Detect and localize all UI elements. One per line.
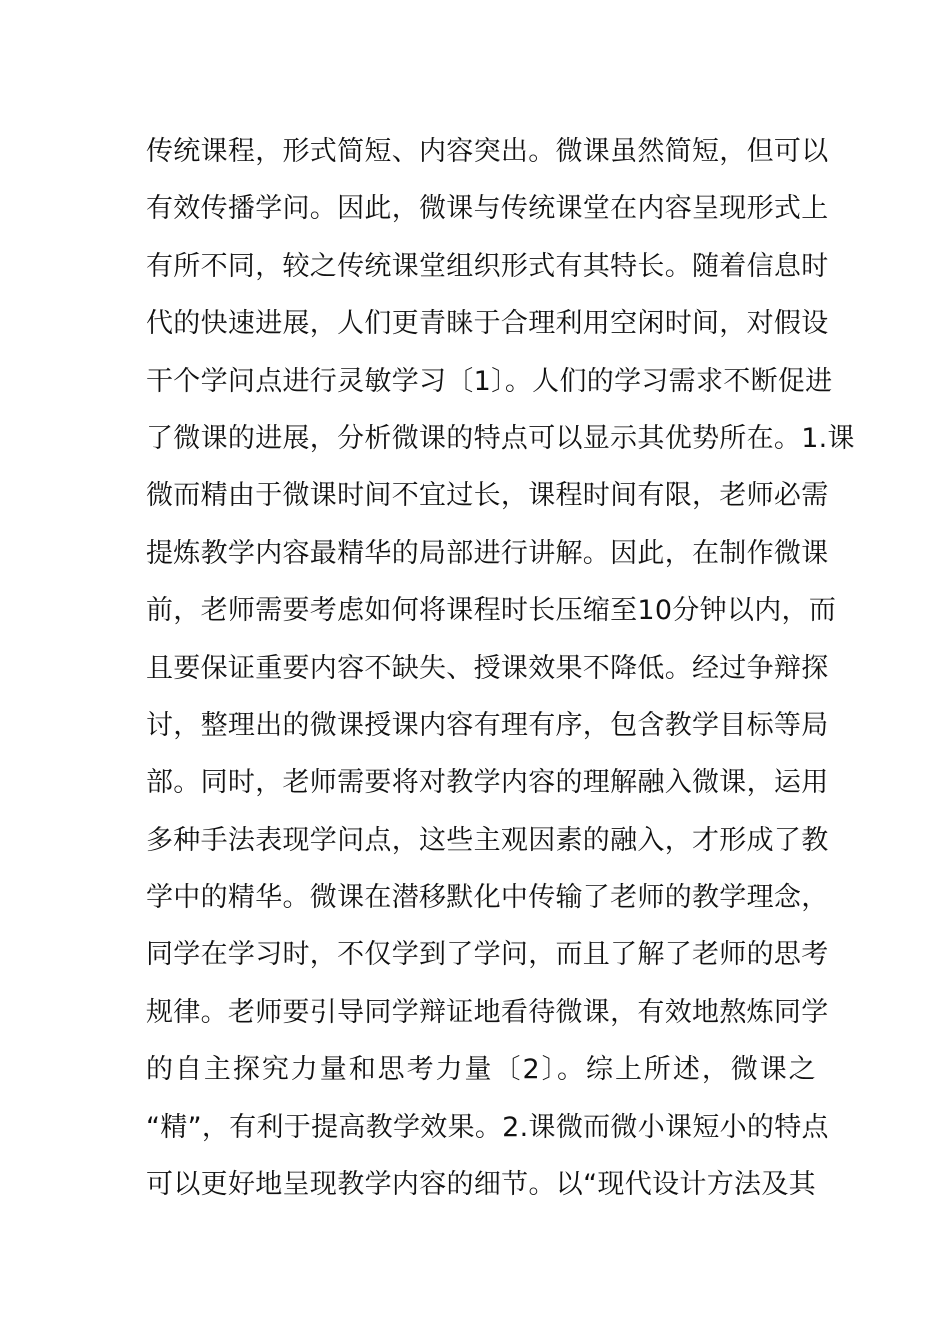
- text-line: 且要保证重要内容不缺失、授课效果不降低。经过争辩探: [146, 652, 829, 684]
- body-text: [146, 130, 855, 1220]
- text-line: 微而精由于微课时间不宜过长，课程时间有限，老师必需: [146, 480, 829, 512]
- text-line: 讨，整理出的微课授课内容有理有序，包含教学目标等局: [146, 709, 829, 741]
- text-line: 提炼教学内容最精华的局部进行讲解。因此，在制作微课: [146, 537, 829, 569]
- text-line: 可以更好地呈现教学内容的细节。以“现代设计方法及其: [146, 1169, 816, 1201]
- text-line: 学中的精华。微课在潜移默化中传输了老师的教学理念，: [146, 882, 829, 914]
- text-line: 有效传播学问。因此，微课与传统课堂在内容呈现形式上: [146, 193, 829, 225]
- text-line: “精”，有利于提高教学效果。2.课微而微小课短小的特点: [146, 1111, 829, 1143]
- text-line: 多种手法表现学问点，这些主观因素的融入，才形成了教: [146, 824, 829, 856]
- text-line: 传统课程，形式简短、内容突出。微课虽然简短，但可以: [146, 136, 829, 167]
- text-line: 代的快速进展，人们更青睐于合理利用空闲时间，对假设: [146, 308, 829, 340]
- text-line: 部。同时，老师需要将对教学内容的理解融入微课，运用: [146, 767, 829, 799]
- text-line: 同学在学习时，不仅学到了学问，而且了解了老师的思考: [146, 939, 829, 971]
- text-line: 规律。老师要引导同学辩证地看待微课，有效地熬炼同学: [146, 996, 829, 1028]
- text-line: 的自主探究力量和思考力量〔2〕。综上所述，微课之: [146, 1054, 816, 1086]
- text-line: 干个学问点进行灵敏学习〔1〕。人们的学习需求不断促进: [146, 365, 833, 397]
- text-line: 了微课的进展，分析微课的特点可以显示其优势所在。1.课: [146, 422, 855, 454]
- text-line: 前，老师需要考虑如何将课程时长压缩至10分钟以内，而: [146, 595, 837, 627]
- text-line: 有所不同，较之传统课堂组织形式有其特长。随着信息时: [146, 250, 829, 282]
